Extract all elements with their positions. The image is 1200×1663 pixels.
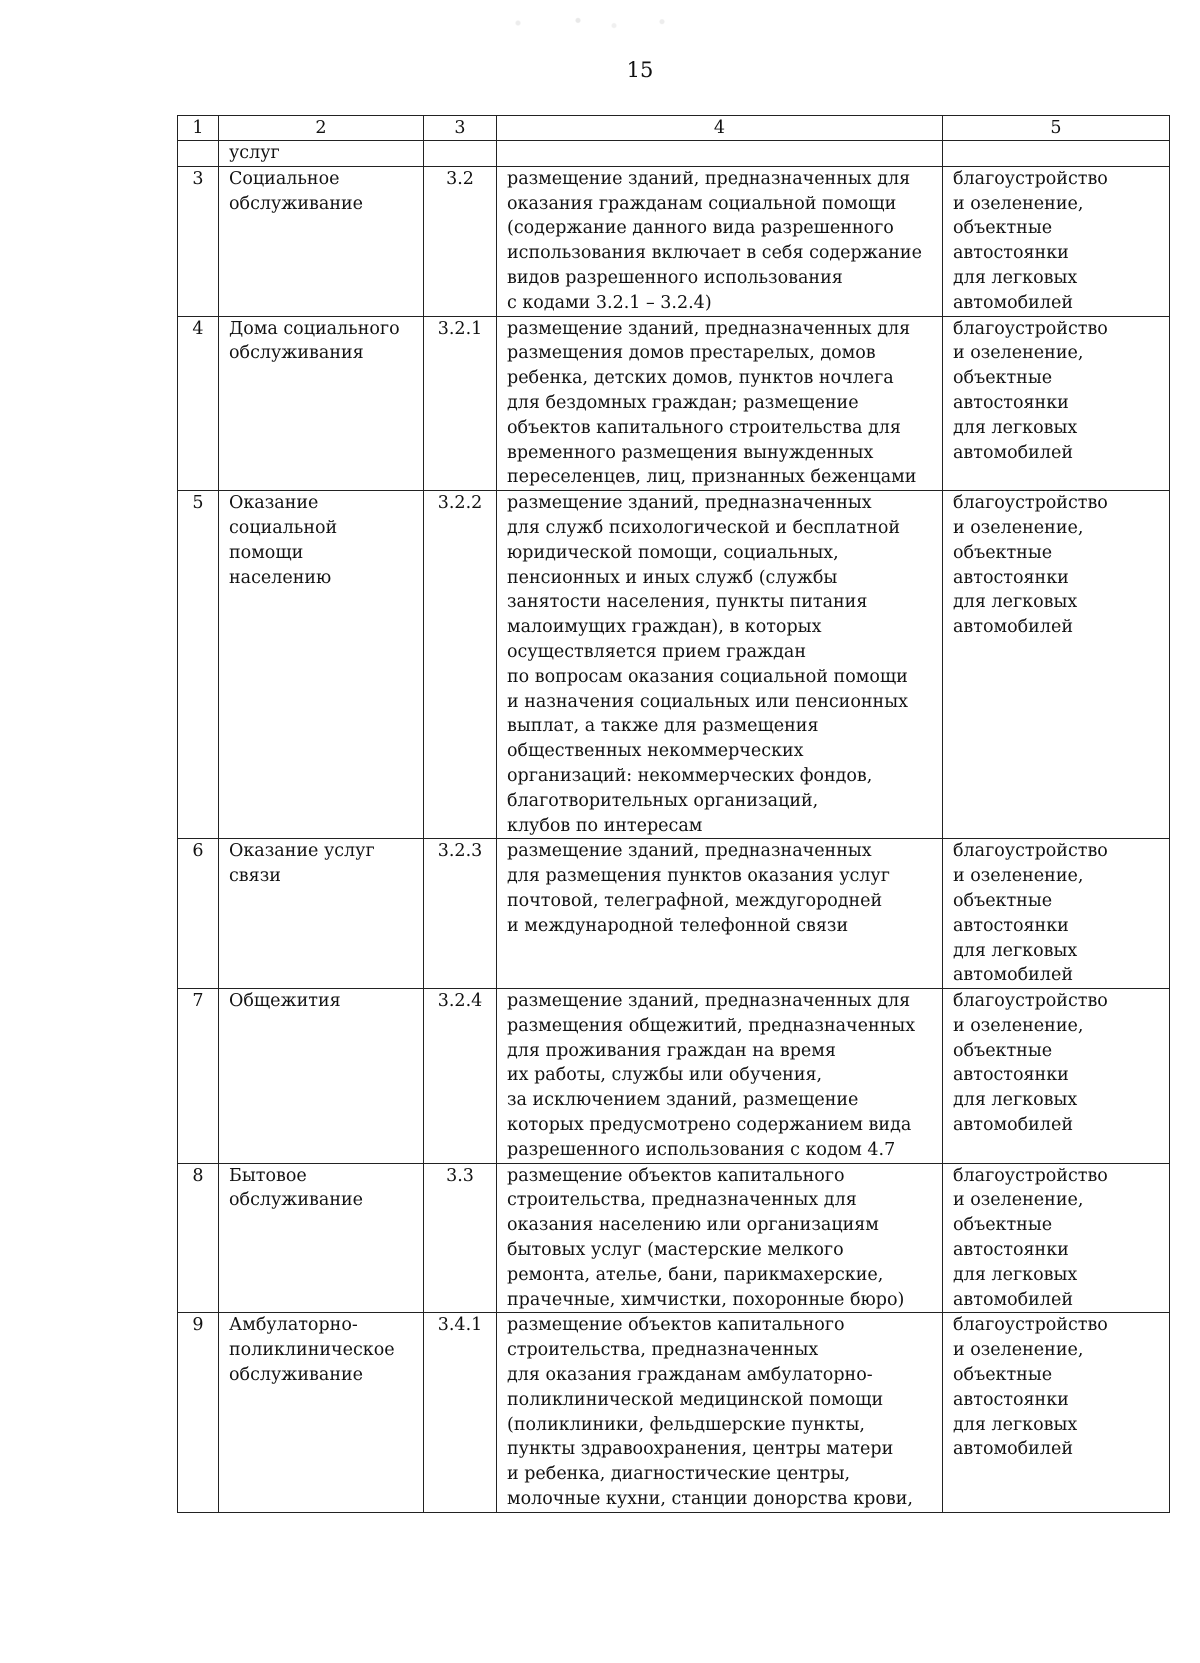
auxiliary-use-line: автостоянки [953, 392, 1069, 413]
auxiliary-use-line: автостоянки [953, 1240, 1069, 1261]
description-line: для оказания гражданам амбулаторно- [507, 1365, 873, 1386]
description-line: по вопросам оказания социальной помощи [507, 666, 908, 687]
description-line: поликлинической медицинской помощи [507, 1389, 884, 1410]
use-name-line: помощи [229, 542, 304, 563]
description-line: для проживания граждан на время [507, 1040, 836, 1061]
auxiliary-use-line: автомобилей [953, 617, 1073, 638]
auxiliary-use-line: автостоянки [953, 915, 1069, 936]
row-number-cell [178, 166, 219, 316]
use-description-cell [497, 1313, 943, 1512]
use-name-line: Общежития [229, 991, 341, 1012]
use-description-cell [497, 316, 943, 491]
auxiliary-use-cell [943, 166, 1170, 316]
description-line: благотворительных организаций, [507, 790, 819, 811]
auxiliary-use-line: для легковых [953, 1414, 1078, 1435]
use-name-cell [219, 1163, 424, 1313]
auxiliary-use-line: объектные [953, 890, 1053, 911]
description-line: и международной телефонной связи [507, 915, 849, 936]
use-name-line: обслуживание [229, 1190, 364, 1211]
land-use-table [177, 115, 1170, 1513]
auxiliary-use-cell [943, 316, 1170, 491]
use-name-line: услуг [229, 143, 280, 163]
row-number: 7 [192, 991, 204, 1012]
auxiliary-use-line: объектные [953, 1365, 1053, 1386]
row-number-cell [178, 989, 219, 1164]
row-number-cell [178, 491, 219, 839]
auxiliary-use-line: и озеленение, [953, 1015, 1084, 1036]
use-code-cell [424, 491, 497, 839]
description-line: размещение зданий, предназначенных для [507, 168, 911, 189]
auxiliary-use-line: для легковых [953, 1264, 1078, 1285]
use-code-cell [424, 316, 497, 491]
auxiliary-use-line: автостоянки [953, 1065, 1069, 1086]
description-line: их работы, службы или обучения, [507, 1065, 823, 1086]
use-code: 3.2.4 [437, 991, 483, 1012]
use-name-cell [219, 491, 424, 839]
use-code-cell [424, 166, 497, 316]
description-line: пенсионных и иных служб (службы [507, 567, 838, 588]
description-line: которых предусмотрено содержанием вида [507, 1115, 912, 1136]
description-line: для служб психологической и бесплатной [507, 517, 901, 538]
description-line: размещения общежитий, предназначенных [507, 1015, 916, 1036]
description-line: (содержание данного вида разрешенного [507, 218, 894, 239]
auxiliary-use-line: объектные [953, 368, 1053, 389]
use-name-cell [219, 166, 424, 316]
row-number: 5 [192, 493, 204, 514]
use-name-line: Дома социального [229, 318, 400, 339]
use-name-cell [219, 316, 424, 491]
row-number: 8 [192, 1165, 204, 1186]
header-row [178, 116, 1170, 141]
description-line: ремонта, ателье, бани, парикмахерские, [507, 1264, 884, 1285]
table-row [178, 491, 1170, 839]
auxiliary-use-cell [943, 1163, 1170, 1313]
row-number: 4 [192, 318, 204, 339]
row-number: 9 [192, 1315, 204, 1336]
auxiliary-use-line: автомобилей [953, 1289, 1073, 1310]
description-line: для размещения пунктов оказания услуг [507, 866, 890, 887]
table-row [178, 839, 1170, 989]
description-line: переселенцев, лиц, признанных беженцами [507, 467, 917, 488]
use-name-cell [219, 989, 424, 1164]
table-row [178, 1313, 1170, 1512]
use-code-cell [424, 141, 497, 167]
description-line: почтовой, телеграфной, междугородней [507, 890, 883, 911]
use-name-line: Оказание услуг [229, 841, 375, 862]
table-row [178, 989, 1170, 1164]
use-code: 3.2.2 [437, 493, 483, 514]
description-line: размещение зданий, предназначенных для [507, 991, 911, 1012]
row-number-cell [178, 1313, 219, 1512]
auxiliary-use-line: автомобилей [953, 1115, 1073, 1136]
use-code: 3.4.1 [437, 1315, 483, 1336]
table-row [178, 316, 1170, 491]
auxiliary-use-line: объектные [953, 1215, 1053, 1236]
page-number: 15 [626, 58, 654, 82]
description-line: оказания населению или организациям [507, 1215, 879, 1236]
auxiliary-use-line: благоустройство [953, 318, 1108, 339]
use-code: 3.3 [446, 1165, 474, 1186]
auxiliary-use-line: и озеленение, [953, 517, 1084, 538]
description-line: и ребенка, диагностические центры, [507, 1464, 851, 1485]
auxiliary-use-line: и озеленение, [953, 1340, 1084, 1361]
use-name-line: Оказание [229, 493, 319, 514]
use-description-cell [497, 989, 943, 1164]
use-name-cell [219, 839, 424, 989]
auxiliary-use-line: и озеленение, [953, 866, 1084, 887]
auxiliary-use-line: автостоянки [953, 1389, 1069, 1410]
auxiliary-use-line: автомобилей [953, 292, 1073, 313]
auxiliary-use-line: для легковых [953, 267, 1078, 288]
use-description-cell [497, 141, 943, 167]
row-number-cell [178, 1163, 219, 1313]
auxiliary-use-line: автомобилей [953, 442, 1073, 463]
description-line: размещение зданий, предназначенных [507, 493, 872, 514]
auxiliary-use-line: благоустройство [953, 841, 1108, 862]
use-name-line: населению [229, 567, 332, 588]
use-code-cell [424, 839, 497, 989]
row-number: 3 [192, 168, 204, 189]
description-line: пункты здравоохранения, центры матери [507, 1439, 894, 1460]
description-line: использования включает в себя содержание [507, 243, 922, 264]
use-name-line: Бытовое [229, 1165, 307, 1186]
use-name-line: обслуживания [229, 343, 364, 364]
description-line: размещение объектов капитального [507, 1165, 845, 1186]
auxiliary-use-line: автомобилей [953, 965, 1073, 986]
auxiliary-use-line: автостоянки [953, 567, 1069, 588]
auxiliary-use-line: автостоянки [953, 243, 1069, 264]
table-row [178, 1163, 1170, 1313]
use-code: 3.2.1 [437, 318, 483, 339]
auxiliary-use-line: и озеленение, [953, 1190, 1084, 1211]
auxiliary-use-line: и озеленение, [953, 343, 1084, 364]
use-name-line: связи [229, 866, 281, 887]
description-line: прачечные, химчистки, похоронные бюро) [507, 1289, 905, 1310]
description-line: юридической помощи, социальных, [507, 542, 839, 563]
use-name-line: социальной [229, 517, 338, 538]
use-code-cell [424, 1313, 497, 1512]
description-line: организаций: некоммерческих фондов, [507, 765, 873, 786]
description-line: бытовых услуг (мастерские мелкого [507, 1240, 844, 1261]
description-line: выплат, а также для размещения [507, 716, 819, 737]
description-line: общественных некоммерческих [507, 741, 804, 762]
description-line: ребенка, детских домов, пунктов ночлега [507, 368, 894, 389]
auxiliary-use-line: и озеленение, [953, 193, 1084, 214]
auxiliary-use-line: для легковых [953, 592, 1078, 613]
auxiliary-use-line: благоустройство [953, 1165, 1108, 1186]
use-description-cell [497, 1163, 943, 1313]
use-code: 3.2.3 [437, 841, 483, 862]
description-line: молочные кухни, станции донорства крови, [507, 1489, 913, 1510]
description-line: видов разрешенного использования [507, 267, 843, 288]
row-number-cell [178, 839, 219, 989]
use-name-line: поликлиническое [229, 1340, 395, 1361]
auxiliary-use-line: автомобилей [953, 1439, 1073, 1460]
row-number: 6 [192, 841, 204, 862]
auxiliary-use-line: для легковых [953, 417, 1078, 438]
use-code: 3.2 [446, 168, 474, 189]
auxiliary-use-cell [943, 141, 1170, 167]
auxiliary-use-line: благоустройство [953, 991, 1108, 1012]
use-name-line: обслуживание [229, 193, 364, 214]
use-code-cell [424, 1163, 497, 1313]
auxiliary-use-line: благоустройство [953, 168, 1108, 189]
use-name-line: Социальное [229, 168, 340, 189]
description-line: строительства, предназначенных [507, 1340, 819, 1361]
auxiliary-use-cell [943, 491, 1170, 839]
use-name-cell [219, 141, 424, 167]
header-cell-2: 2 [219, 116, 424, 141]
description-line: размещение зданий, предназначенных [507, 841, 872, 862]
header-cell-5: 5 [943, 116, 1170, 141]
table-row [178, 141, 1170, 167]
auxiliary-use-line: объектные [953, 218, 1053, 239]
auxiliary-use-line: для легковых [953, 940, 1078, 961]
description-line: временного размещения вынужденных [507, 442, 874, 463]
description-line: (поликлиники, фельдшерские пункты, [507, 1414, 865, 1435]
description-line: с кодами 3.2.1 – 3.2.4) [507, 292, 712, 313]
description-line: занятости населения, пункты питания [507, 592, 868, 613]
description-line: за исключением зданий, размещение [507, 1090, 859, 1111]
auxiliary-use-line: объектные [953, 542, 1053, 563]
header-cell-4: 4 [497, 116, 943, 141]
auxiliary-use-cell [943, 989, 1170, 1164]
auxiliary-use-cell [943, 1313, 1170, 1512]
use-description-cell [497, 491, 943, 839]
description-line: осуществляется прием граждан [507, 641, 807, 662]
description-line: для бездомных граждан; размещение [507, 392, 859, 413]
header-cell-1: 1 [178, 116, 219, 141]
use-name-line: обслуживание [229, 1365, 364, 1386]
table-row [178, 166, 1170, 316]
description-line: оказания гражданам социальной помощи [507, 193, 897, 214]
row-number-cell [178, 141, 219, 167]
scan-artifact [470, 10, 710, 36]
description-line: объектов капитального строительства для [507, 417, 901, 438]
description-line: разрешенного использования с кодом 4.7 [507, 1139, 896, 1160]
description-line: размещение объектов капитального [507, 1315, 845, 1336]
description-line: клубов по интересам [507, 815, 703, 836]
header-cell-3: 3 [424, 116, 497, 141]
use-description-cell [497, 166, 943, 316]
use-code-cell [424, 989, 497, 1164]
description-line: размещения домов престарелых, домов [507, 343, 876, 364]
auxiliary-use-line: для легковых [953, 1090, 1078, 1111]
description-line: размещение зданий, предназначенных для [507, 318, 911, 339]
use-name-line: Амбулаторно- [229, 1315, 358, 1336]
auxiliary-use-line: объектные [953, 1040, 1053, 1061]
use-description-cell [497, 839, 943, 989]
description-line: строительства, предназначенных для [507, 1190, 857, 1211]
use-name-cell [219, 1313, 424, 1512]
table-body [178, 141, 1170, 1513]
auxiliary-use-cell [943, 839, 1170, 989]
auxiliary-use-line: благоустройство [953, 493, 1108, 514]
description-line: и назначения социальных или пенсионных [507, 691, 908, 712]
row-number-cell [178, 316, 219, 491]
auxiliary-use-line: благоустройство [953, 1315, 1108, 1336]
description-line: малоимущих граждан), в которых [507, 617, 822, 638]
